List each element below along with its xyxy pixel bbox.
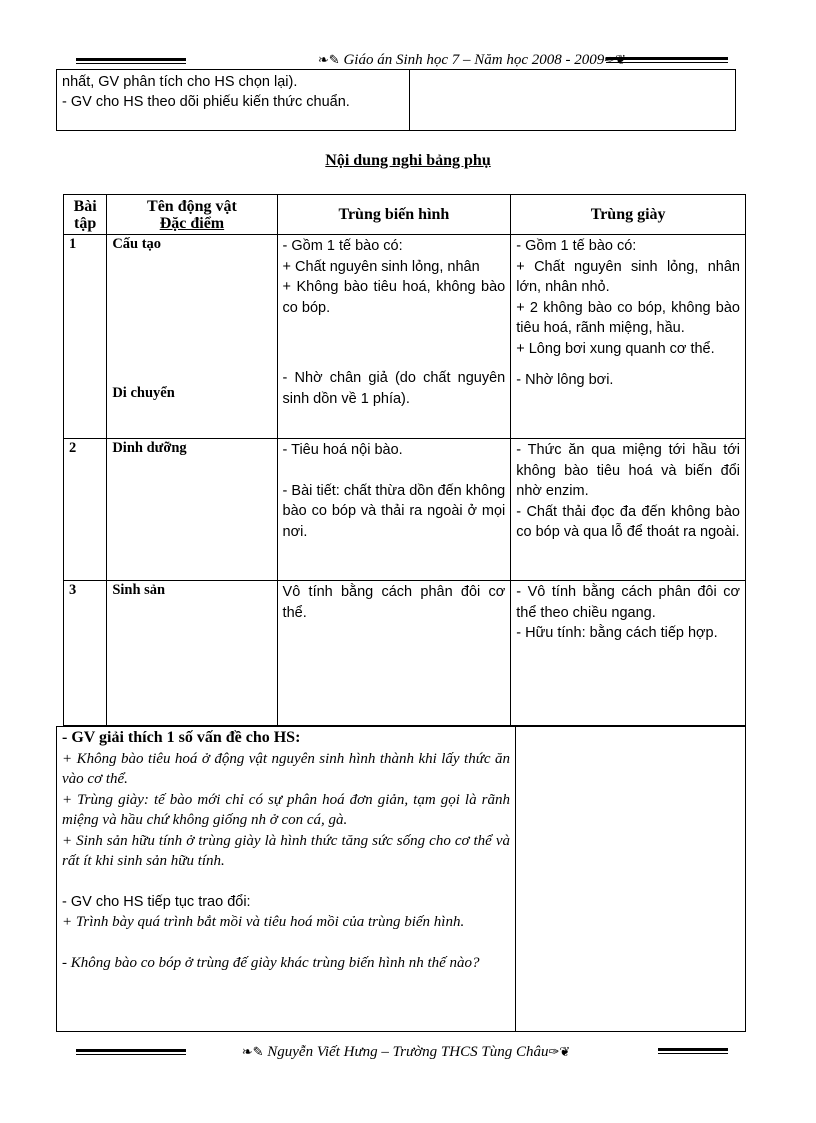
notes-paragraph: + Trình bày quá trình bắt mồi và tiêu hoá mồi của trùng biến hình. [62, 914, 465, 930]
comparison-table [63, 194, 746, 726]
continuation-line: - GV cho HS theo dõi phiếu kiến thức chuẩn. [62, 94, 350, 110]
cell-amoeba: Vô tính bằng cách phân đôi cơ thể. [277, 581, 511, 726]
header-cell: Bài tập [64, 195, 107, 235]
page-footer [76, 1043, 728, 1063]
row-number: 3 [64, 581, 107, 726]
footer-text: Nguyễn Viết Hưng – Trường THCS Tùng Châu [267, 1044, 549, 1060]
table-row [64, 235, 746, 439]
cell-paramecium: - Vô tính bằng cách phân đôi cơ thể theo chiều ngang. - Hữu tính: bằng cách tiếp hợp. [511, 581, 746, 726]
notes-paragraph: - Không bào co bóp ở trùng đế giày khác trùng biến hình nh thế nào? [62, 954, 480, 971]
page-header [76, 50, 728, 70]
ornament-icon: ✑❦ [604, 52, 627, 67]
ornament-icon: ❧✎ [241, 1044, 264, 1059]
cell-amoeba: - Gồm 1 tế bào có: + Chất nguyên sinh lỏng, nhân + Không bào tiêu hoá, không bào co bóp. - Nhờ chân giả (do chất nguyên sinh dồn về 1 phía). [277, 235, 511, 439]
cell-amoeba: - Tiêu hoá nội bào. - Bài tiết: chất thừa dồn đến không bào co bóp và thải ra ngoài ở mọi nơi. [277, 439, 511, 581]
header-rule-left [76, 58, 186, 64]
continuation-table [56, 69, 736, 131]
header-cell: Tên động vật Đặc điểm [107, 195, 277, 235]
ornament-icon: ✑❦ [548, 1044, 571, 1059]
notes-paragraph: - GV cho HS tiếp tục trao đổi: [62, 893, 251, 910]
row-name-cell: Sinh sản [107, 581, 277, 726]
table-caption: Nội dung nghi bảng phụ [325, 152, 491, 169]
continuation-line: nhất, GV phân tích cho HS chọn lại). [62, 74, 298, 90]
teacher-notes-cell [57, 727, 516, 1031]
footer-rule-right [658, 1048, 728, 1054]
header-title: Giáo án Sinh học 7 – Năm học 2008 - 2009 [343, 52, 605, 68]
notes-paragraph: + Sinh sản hữu tính ở trùng giày là hình thức tăng sức sống cho cơ thể và rất ít khi sinh sản hữu tính. [62, 832, 510, 869]
header-cell: Trùng giày [511, 195, 746, 235]
table-header-row [64, 195, 746, 235]
footer-rule-left [76, 1049, 186, 1055]
ornament-icon: ❧✎ [317, 52, 340, 67]
notes-paragraph: + Trùng giày: tế bào mới chỉ có sự phân hoá đơn giản, tạm gọi là rãnh miệng và hầu chứ không giống nh ở con cá, gà. [62, 791, 510, 828]
cell-paramecium: - Thức ăn qua miệng tới hầu tới không bào tiêu hoá và biến đổi nhờ enzim. - Chất thải đọc đa đến không bào co bóp và qua lỗ để thoát ra ngoài. [511, 439, 746, 581]
notes-paragraph: + Không bào tiêu hoá ở động vật nguyên sinh hình thành khi lấy thức ăn vào cơ thể. [62, 750, 510, 787]
header-rule-right [606, 57, 728, 63]
continuation-cell [57, 70, 410, 130]
table-row [64, 439, 746, 581]
table-row [64, 581, 746, 726]
row-name-cell: Dinh dưỡng [107, 439, 277, 581]
teacher-notes-table [56, 726, 746, 1032]
row-name-cell: Cấu tạo Di chuyển [107, 235, 277, 439]
header-cell: Trùng biến hình [277, 195, 511, 235]
row-number: 2 [64, 439, 107, 581]
cell-paramecium: - Gồm 1 tế bào có: + Chất nguyên sinh lỏng, nhân lớn, nhân nhỏ. + 2 không bào co bóp, không bào tiêu hoá, rãnh miệng, hầu. + Lông bơi xung quanh cơ thể. - Nhờ lông bơi. [511, 235, 746, 439]
footer-line [196, 1044, 616, 1061]
notes-heading: - GV giải thích 1 số vấn đề cho HS: [62, 729, 301, 746]
row-number: 1 [64, 235, 107, 439]
